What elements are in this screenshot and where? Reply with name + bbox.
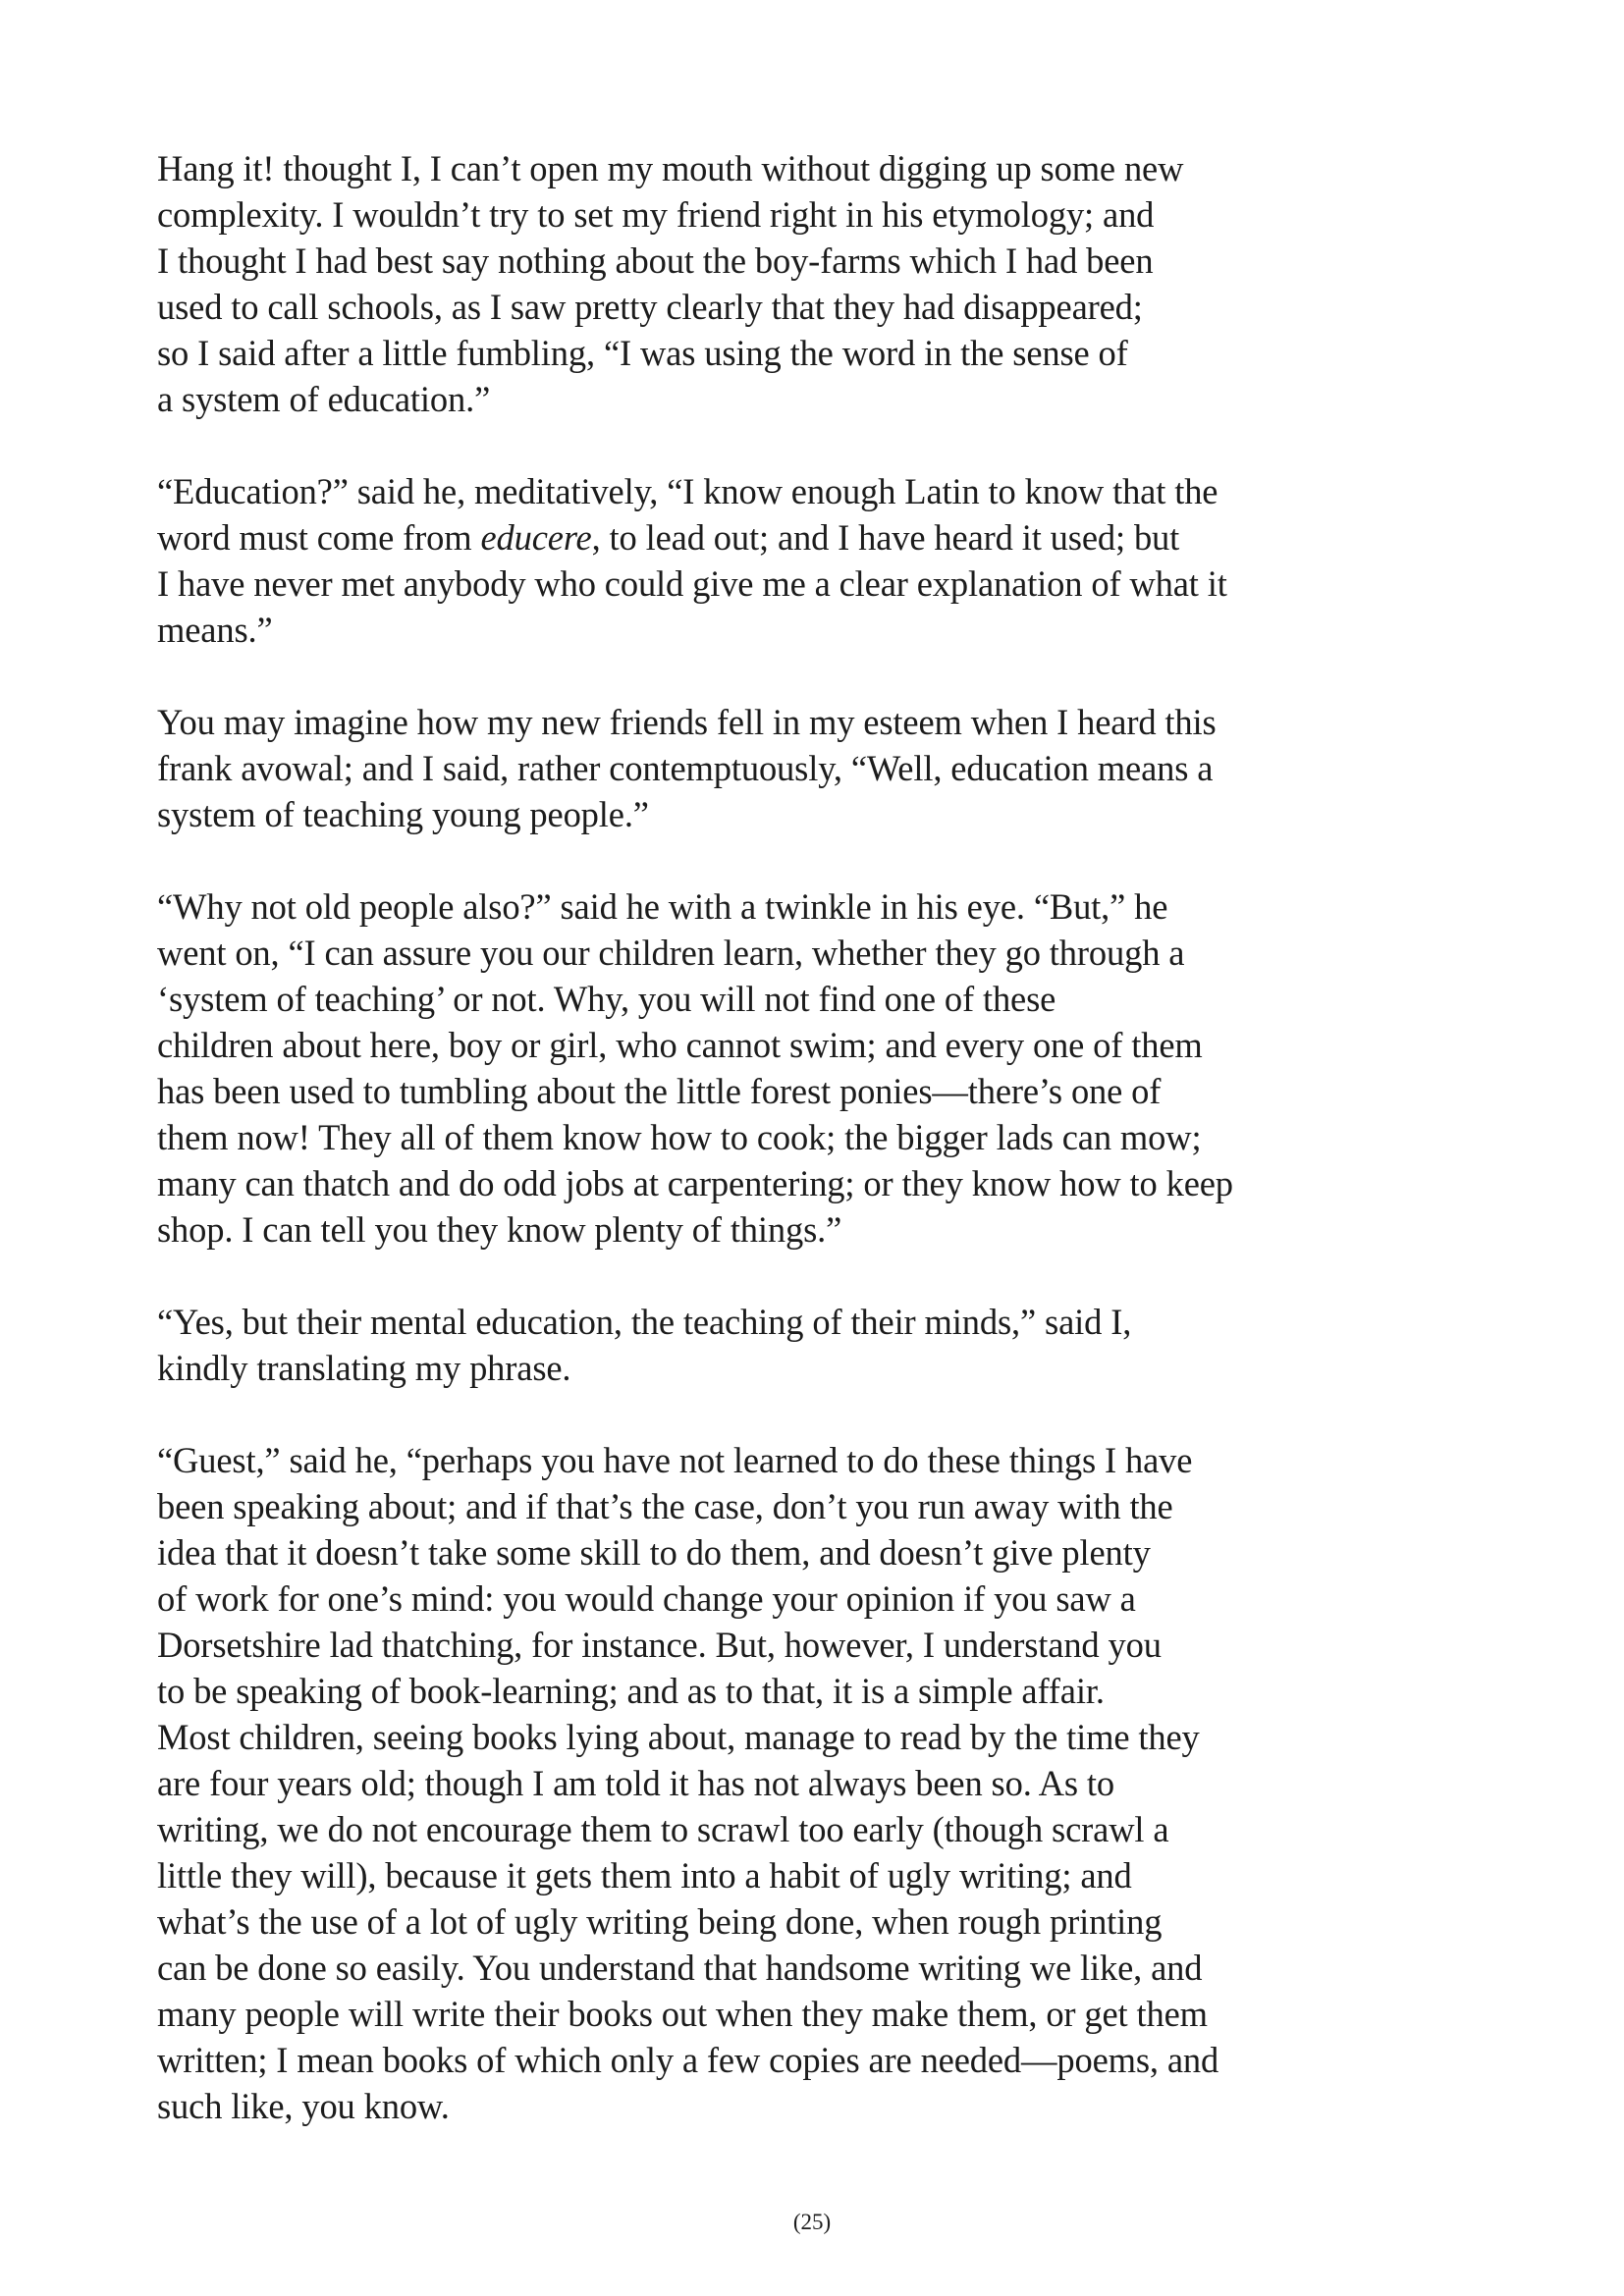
text-run: has been used to tumbling about the little forest ponies—there’s one of <box>157 1071 1162 1111</box>
text-run: “Why not old people also?” said he with a twinkle in his eye. “But,” he <box>157 886 1168 927</box>
text-line <box>157 1206 1365 1253</box>
text-line <box>157 1345 1365 1391</box>
text-run: , to lead out; and I have heard it used; but <box>591 517 1180 558</box>
text-line <box>157 745 1365 791</box>
text-line <box>157 1299 1365 1345</box>
text-line <box>157 1945 1365 1991</box>
paragraph <box>157 468 1365 653</box>
page-body <box>157 145 1365 2175</box>
text-line <box>157 145 1365 191</box>
text-run: written; I mean books of which only a few copies are needed—poems, and <box>157 2040 1219 2080</box>
text-run: I have never met anybody who could give me a clear explanation of what it <box>157 563 1227 604</box>
text-line <box>157 1852 1365 1898</box>
text-line <box>157 607 1365 653</box>
text-run: went on, “I can assure you our children learn, whether they go through a <box>157 933 1185 973</box>
text-run: “Guest,” said he, “perhaps you have not learned to do these things I have <box>157 1440 1193 1480</box>
text-run: ‘system of teaching’ or not. Why, you will not find one of these <box>157 979 1056 1019</box>
text-line <box>157 1160 1365 1206</box>
text-line <box>157 1714 1365 1760</box>
text-run: means.” <box>157 610 273 650</box>
text-line <box>157 1668 1365 1714</box>
text-run: “Education?” said he, meditatively, “I know enough Latin to know that the <box>157 471 1218 511</box>
text-line <box>157 1806 1365 1852</box>
text-line <box>157 1575 1365 1622</box>
text-run: idea that it doesn’t take some skill to do them, and doesn’t give plenty <box>157 1532 1151 1573</box>
text-run: system of teaching young people.” <box>157 794 649 834</box>
text-line <box>157 2037 1365 2083</box>
text-run: frank avowal; and I said, rather contemptuously, “Well, education means a <box>157 748 1214 788</box>
text-line <box>157 191 1365 238</box>
text-line <box>157 1022 1365 1068</box>
text-line <box>157 791 1365 837</box>
text-run: word must come from <box>157 517 481 558</box>
text-line <box>157 1760 1365 1806</box>
text-run: what’s the use of a lot of ugly writing being done, when rough printing <box>157 1901 1163 1942</box>
text-run: You may imagine how my new friends fell in my esteem when I heard this <box>157 702 1217 742</box>
paragraph <box>157 145 1365 422</box>
paragraph <box>157 883 1365 1253</box>
text-run: many can thatch and do odd jobs at carpentering; or they know how to keep <box>157 1163 1233 1203</box>
text-line <box>157 976 1365 1022</box>
text-line <box>157 883 1365 930</box>
text-line <box>157 930 1365 976</box>
text-run: writing, we do not encourage them to scrawl too early (though scrawl a <box>157 1809 1169 1849</box>
text-run: Hang it! thought I, I can’t open my mouth without digging up some new <box>157 148 1184 188</box>
text-run: complexity. I wouldn’t try to set my friend right in his etymology; and <box>157 194 1155 235</box>
text-line <box>157 1483 1365 1529</box>
text-run: little they will), because it gets them into a habit of ugly writing; and <box>157 1855 1132 1896</box>
text-run: I thought I had best say nothing about the boy-farms which I had been <box>157 240 1154 281</box>
text-run: many people will write their books out when they make them, or get them <box>157 1994 1208 2034</box>
text-line <box>157 1898 1365 1945</box>
text-line <box>157 1622 1365 1668</box>
text-line <box>157 330 1365 376</box>
text-run: a system of education.” <box>157 379 491 419</box>
text-line <box>157 284 1365 330</box>
text-run: kindly translating my phrase. <box>157 1348 571 1388</box>
text-line <box>157 1991 1365 2037</box>
text-run: children about here, boy or girl, who cannot swim; and every one of them <box>157 1025 1203 1065</box>
text-run: are four years old; though I am told it has not always been so. As to <box>157 1763 1114 1803</box>
text-run: been speaking about; and if that’s the case, don’t you run away with the <box>157 1486 1173 1526</box>
page-number: (25) <box>792 2210 832 2234</box>
italic-text: educere <box>480 517 592 558</box>
text-run: Most children, seeing books lying about, manage to read by the time they <box>157 1717 1200 1757</box>
text-line <box>157 468 1365 514</box>
paragraph <box>157 1299 1365 1391</box>
text-line <box>157 1529 1365 1575</box>
text-line <box>157 1068 1365 1114</box>
text-line <box>157 238 1365 284</box>
text-line <box>157 699 1365 745</box>
text-line <box>157 514 1365 561</box>
text-run: such like, you know. <box>157 2086 450 2126</box>
text-run: shop. I can tell you they know plenty of things.” <box>157 1209 842 1250</box>
text-run: can be done so easily. You understand that handsome writing we like, and <box>157 1948 1203 1988</box>
text-run: so I said after a little fumbling, “I was using the word in the sense of <box>157 333 1128 373</box>
text-line <box>157 561 1365 607</box>
text-run: of work for one’s mind: you would change your opinion if you saw a <box>157 1578 1136 1619</box>
text-run: them now! They all of them know how to cook; the bigger lads can mow; <box>157 1117 1202 1157</box>
paragraph <box>157 699 1365 837</box>
text-line <box>157 2083 1365 2129</box>
text-run: Dorsetshire lad thatching, for instance. But, however, I understand you <box>157 1625 1162 1665</box>
text-line <box>157 1437 1365 1483</box>
text-run: used to call schools, as I saw pretty clearly that they had disappeared; <box>157 287 1143 327</box>
text-run: to be speaking of book-learning; and as to that, it is a simple affair. <box>157 1671 1105 1711</box>
text-line <box>157 1114 1365 1160</box>
text-run: “Yes, but their mental education, the teaching of their minds,” said I, <box>157 1302 1132 1342</box>
text-line <box>157 376 1365 422</box>
paragraph <box>157 1437 1365 2129</box>
